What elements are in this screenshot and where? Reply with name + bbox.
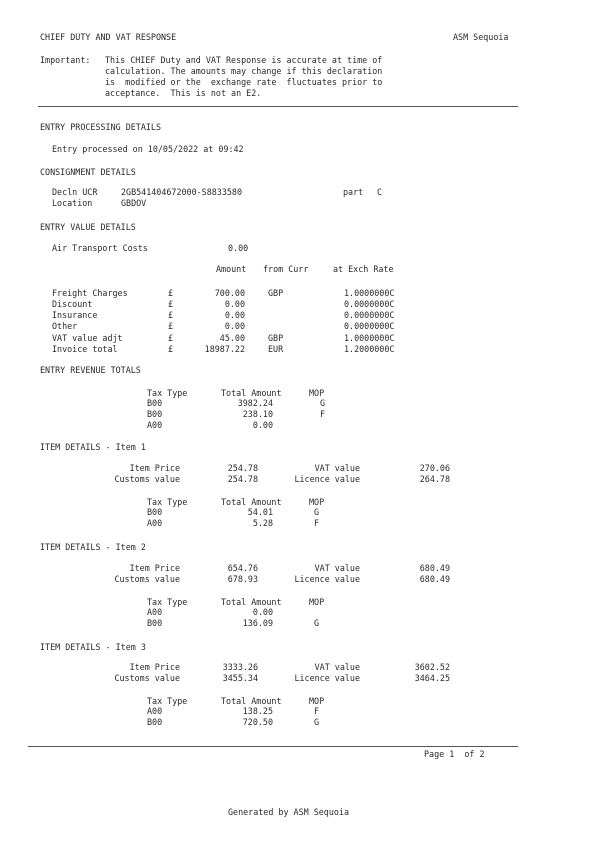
tax-mop: G <box>314 717 320 727</box>
currency-symbol: £ <box>168 299 174 309</box>
col-amount-header: Amount <box>216 264 247 274</box>
tax-amount: 0.00 <box>252 420 273 430</box>
mop-header: MOP <box>309 696 325 706</box>
tax-amount: 3982.24 <box>237 398 273 408</box>
licence-value: 3464.25 <box>414 673 450 683</box>
row-currency: GBP <box>268 333 284 343</box>
vat-value: 270.06 <box>419 463 450 473</box>
tax-type: B00 <box>147 409 163 419</box>
part-value: C <box>377 187 383 197</box>
row-amount: 0.00 <box>224 299 245 309</box>
row-currency: GBP <box>268 288 284 298</box>
revenue-heading: ENTRY REVENUE TOTALS <box>40 365 141 375</box>
tax-type-header: Tax Type <box>147 597 188 607</box>
vat-value-label: VAT value <box>314 563 360 573</box>
tax-type: A00 <box>147 420 163 430</box>
tax-mop: F <box>320 409 326 419</box>
mop-header: MOP <box>309 388 325 398</box>
total-amount-header: Total Amount <box>221 497 282 507</box>
currency-symbol: £ <box>168 344 174 354</box>
row-label: VAT value adjt <box>52 333 123 343</box>
tax-amount: 54.01 <box>247 507 273 517</box>
item-3-heading: ITEM DETAILS - Item 3 <box>40 642 146 652</box>
tax-type: B00 <box>147 618 163 628</box>
location-label: Location <box>52 198 93 208</box>
footer-divider <box>28 746 518 747</box>
tax-type: B00 <box>147 398 163 408</box>
page-number: Page 1 of 2 <box>424 749 485 759</box>
tax-amount: 0.00 <box>252 607 273 617</box>
important-line-2: calculation. The amounts may change if this declaration <box>105 66 383 76</box>
row-amount: 0.00 <box>224 310 245 320</box>
brand-name: ASM Sequoia <box>453 32 509 42</box>
licence-value: 264.78 <box>419 474 450 484</box>
row-amount: 700.00 <box>214 288 245 298</box>
total-amount-header: Total Amount <box>221 696 282 706</box>
tax-amount: 720.50 <box>242 717 273 727</box>
row-label: Discount <box>52 299 93 309</box>
row-exch-rate: 0.0000000C <box>344 321 395 331</box>
tax-mop: G <box>314 507 320 517</box>
licence-value-label: Licence value <box>294 474 360 484</box>
row-exch-rate: 1.0000000C <box>344 288 395 298</box>
total-amount-header: Total Amount <box>221 597 282 607</box>
vat-value-label: VAT value <box>314 662 360 672</box>
customs-value: 678.93 <box>227 574 258 584</box>
vat-value: 680.49 <box>419 563 450 573</box>
consignment-heading: CONSIGNMENT DETAILS <box>40 167 136 177</box>
decln-ucr-value: 2GB541404672000-S8833580 <box>121 187 243 197</box>
item-price-label: Item Price <box>129 662 180 672</box>
customs-value: 3455.34 <box>222 673 258 683</box>
customs-value: 254.78 <box>227 474 258 484</box>
licence-value-label: Licence value <box>294 574 360 584</box>
part-label: part <box>343 187 364 197</box>
important-line-4: acceptance. This is not an E2. <box>105 88 262 98</box>
customs-value-label: Customs value <box>114 673 180 683</box>
item-2-heading: ITEM DETAILS - Item 2 <box>40 542 146 552</box>
customs-value-label: Customs value <box>114 474 180 484</box>
item-1-heading: ITEM DETAILS - Item 1 <box>40 442 146 452</box>
air-transport-value: 0.00 <box>228 243 249 253</box>
row-amount: 18987.22 <box>204 344 245 354</box>
licence-value: 680.49 <box>419 574 450 584</box>
col-exch-rate-header: at Exch Rate <box>333 264 394 274</box>
air-transport-label: Air Transport Costs <box>52 243 148 253</box>
tax-mop: F <box>314 518 320 528</box>
row-label: Other <box>52 321 78 331</box>
row-exch-rate: 1.2000000C <box>344 344 395 354</box>
currency-symbol: £ <box>168 288 174 298</box>
header-divider <box>38 106 518 107</box>
row-exch-rate: 0.0000000C <box>344 310 395 320</box>
tax-amount: 5.28 <box>252 518 273 528</box>
important-label: Important: <box>40 55 91 65</box>
row-label: Invoice total <box>52 344 118 354</box>
row-label: Freight Charges <box>52 288 128 298</box>
tax-type: B00 <box>147 507 163 517</box>
row-amount: 0.00 <box>224 321 245 331</box>
row-label: Insurance <box>52 310 98 320</box>
total-amount-header: Total Amount <box>221 388 282 398</box>
mop-header: MOP <box>309 597 325 607</box>
row-currency: EUR <box>268 344 284 354</box>
customs-value-label: Customs value <box>114 574 180 584</box>
important-line-1: This CHIEF Duty and VAT Response is accurate at time of <box>105 55 383 65</box>
tax-type-header: Tax Type <box>147 696 188 706</box>
entry-processing-heading: ENTRY PROCESSING DETAILS <box>40 122 162 132</box>
currency-symbol: £ <box>168 321 174 331</box>
item-price-label: Item Price <box>129 563 180 573</box>
vat-value: 3602.52 <box>414 662 450 672</box>
item-price-label: Item Price <box>129 463 180 473</box>
tax-mop: F <box>314 706 320 716</box>
important-line-3: is modified or the exchange rate fluctuates prior to <box>105 77 383 87</box>
location-value: GBDOV <box>121 198 147 208</box>
col-from-curr-header: from Curr <box>263 264 309 274</box>
currency-symbol: £ <box>168 310 174 320</box>
tax-type-header: Tax Type <box>147 388 188 398</box>
generated-by: Generated by ASM Sequoia <box>228 807 350 817</box>
tax-type: A00 <box>147 518 163 528</box>
item-price-value: 3333.26 <box>222 662 258 672</box>
mop-header: MOP <box>309 497 325 507</box>
row-exch-rate: 0.0000000C <box>344 299 395 309</box>
entry-value-heading: ENTRY VALUE DETAILS <box>40 222 136 232</box>
row-amount: 45.00 <box>219 333 245 343</box>
currency-symbol: £ <box>168 333 174 343</box>
tax-mop: G <box>320 398 326 408</box>
tax-mop: G <box>314 618 320 628</box>
tax-amount: 238.10 <box>242 409 273 419</box>
tax-amount: 136.09 <box>242 618 273 628</box>
licence-value-label: Licence value <box>294 673 360 683</box>
tax-amount: 138.25 <box>242 706 273 716</box>
vat-value-label: VAT value <box>314 463 360 473</box>
tax-type-header: Tax Type <box>147 497 188 507</box>
tax-type: B00 <box>147 717 163 727</box>
entry-processed-line: Entry processed on 10/05/2022 at 09:42 <box>52 144 244 154</box>
tax-type: A00 <box>147 607 163 617</box>
item-price-value: 254.78 <box>227 463 258 473</box>
item-price-value: 654.76 <box>227 563 258 573</box>
tax-type: A00 <box>147 706 163 716</box>
decln-ucr-label: Decln UCR <box>52 187 98 197</box>
document-title: CHIEF DUTY AND VAT RESPONSE <box>40 32 177 42</box>
row-exch-rate: 1.0000000C <box>344 333 395 343</box>
